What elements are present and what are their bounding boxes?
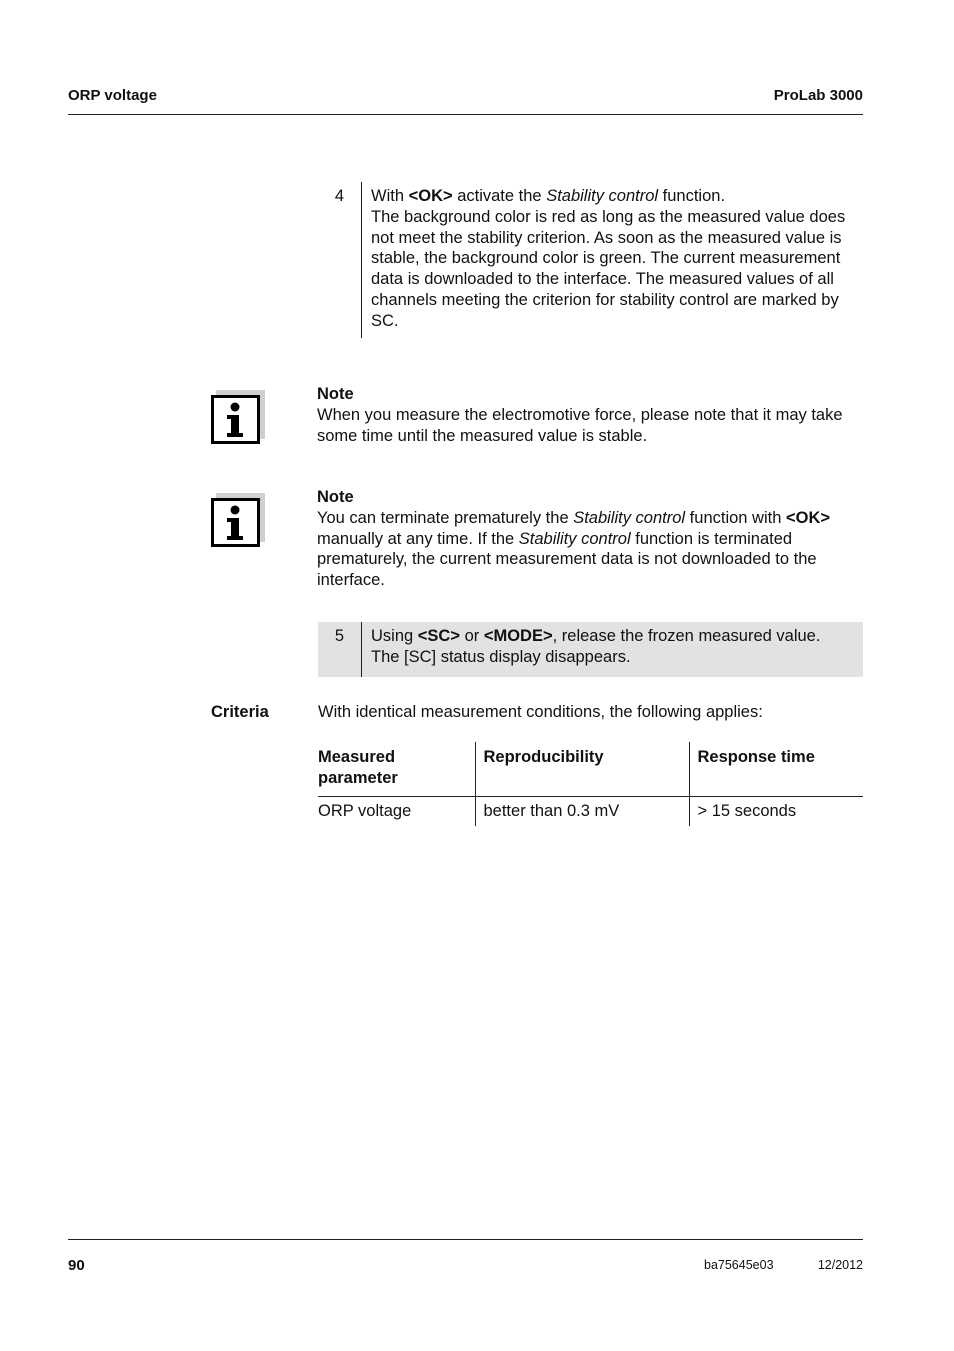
note-text	[317, 508, 862, 591]
term-stability-control: Stability control	[573, 508, 686, 527]
header-rule	[68, 114, 863, 115]
note-text-part: function is terminated prematurely, the current measurement data is not downloaded to the interface.	[317, 529, 817, 590]
column-header-parameter: Measured parameter	[318, 742, 475, 796]
step-text	[361, 622, 863, 677]
note-2	[317, 487, 862, 591]
table-cell: ORP voltage	[318, 801, 412, 820]
column-header-reproducibility: Reproducibility	[475, 742, 689, 796]
note-text-part: You can terminate prematurely the	[317, 508, 574, 527]
table-cell: better than 0.3 mV	[475, 796, 689, 826]
step-number: 5	[334, 627, 345, 645]
document-date: 12/2012	[817, 1258, 863, 1272]
step-4	[318, 182, 863, 338]
key-ok: <OK>	[785, 508, 831, 527]
footer-rule	[68, 1239, 863, 1240]
step-text-part: Using	[371, 627, 418, 645]
step-text-rest: The background color is red as long as the measured value does not meet the stability criterion. As soon as the measured value is stable, the background color is green. The current measurement data is downloaded to the interface. The measured values of all channels meeting the criterion for stability control are marked by SC.	[371, 207, 846, 330]
step-5	[318, 622, 863, 677]
note-1	[317, 384, 862, 446]
note-text-part: function with	[685, 508, 786, 527]
criteria-intro: With identical measurement conditions, the following applies:	[318, 703, 763, 721]
term-stability-control: Stability control	[518, 529, 631, 548]
note-text: When you measure the electromotive force, please note that it may take some time until the measured value is stable.	[317, 405, 843, 445]
key-sc: <SC>	[417, 627, 460, 645]
key-ok: <OK>	[408, 187, 453, 205]
step-text-part: , release the frozen measured value.	[552, 627, 821, 645]
step-text-part: function.	[658, 187, 726, 205]
document-code: ba75645e03	[704, 1258, 774, 1272]
criteria-table	[318, 742, 863, 826]
running-header-product: ProLab 3000	[773, 87, 863, 104]
table-header-row	[318, 742, 863, 796]
table-row	[318, 796, 863, 826]
table-cell: > 15 seconds	[689, 796, 863, 826]
info-icon	[211, 493, 265, 547]
step-number: 4	[334, 187, 345, 205]
running-header-section: ORP voltage	[68, 87, 157, 104]
page-number: 90	[68, 1257, 85, 1274]
step-text-part: activate the	[452, 187, 547, 205]
note-title: Note	[317, 488, 354, 506]
term-stability-control: Stability control	[546, 187, 659, 205]
step-text-part: or	[459, 627, 484, 645]
column-header-response-time: Response time	[689, 742, 863, 796]
step-text	[361, 182, 863, 338]
step-text-part: With	[371, 187, 409, 205]
criteria-label: Criteria	[211, 703, 269, 721]
step-text-part: The [SC] status display disappears.	[371, 647, 631, 666]
key-mode: <MODE>	[483, 627, 553, 645]
note-title: Note	[317, 385, 354, 403]
info-icon	[211, 390, 265, 444]
note-text-part: manually at any time. If the	[317, 529, 519, 548]
